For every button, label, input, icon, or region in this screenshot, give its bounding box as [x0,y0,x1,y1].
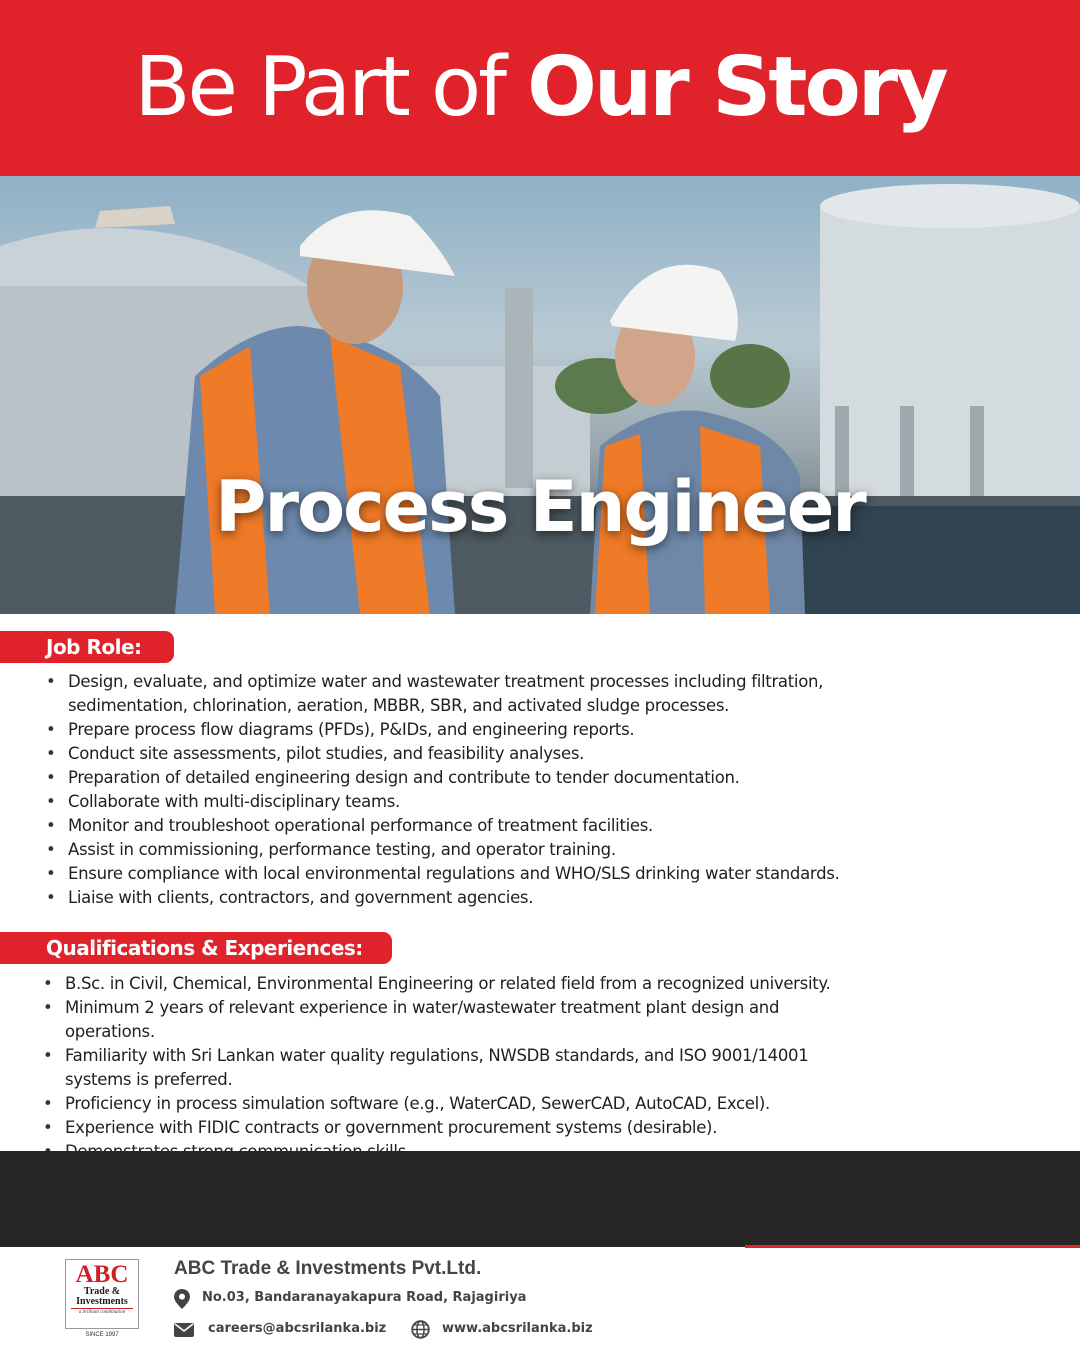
list-item: • Ensure compliance with local environmental regulations and WHO/SLS drinking water standards. [68,862,848,886]
qualifications-heading: Qualifications & Experiences: [0,932,392,964]
job-title: Process Engineer [215,466,865,548]
job-role-list [68,670,848,910]
list-item: • B.Sc. in Civil, Chemical, Environmental Engineering or related field from a recognized university. [65,972,865,996]
logo-since: SINCE 1997 [85,1332,119,1338]
footer [0,1248,1080,1352]
envelope-icon [174,1323,194,1342]
logo-line2: Investments [76,1296,128,1307]
title-bold: Our Story [527,40,946,135]
location-pin-icon [174,1289,190,1314]
footer-band [0,1151,1080,1247]
list-item: • Experience with FIDIC contracts or government procurement systems (desirable). [65,1116,865,1140]
list-item: • Familiarity with Sri Lankan water quality regulations, NWSDB standards, and ISO 9001/14001 systems is preferred. [65,1044,865,1092]
job-role-heading: Job Role: [0,631,174,663]
list-item: • Collaborate with multi-disciplinary teams. [68,790,848,814]
list-item: • Monitor and troubleshoot operational performance of treatment facilities. [68,814,848,838]
globe-icon [411,1320,430,1344]
email-link[interactable]: careers@abcsrilanka.biz [208,1321,387,1336]
hero-photo [0,176,1080,614]
title-regular: Be Part of [134,40,528,135]
logo-abc: ABC [75,1261,129,1288]
list-item: • Proficiency in process simulation software (e.g., WaterCAD, SewerCAD, AutoCAD, Excel). [65,1092,865,1116]
company-name: ABC Trade & Investments Pvt.Ltd. [174,1258,482,1279]
list-item: • Assist in commissioning, performance testing, and operator training. [68,838,848,862]
logo-tagline: a brilliant combination [71,1308,133,1317]
page-title [0,40,1080,136]
company-logo [65,1259,139,1329]
header-banner [0,0,1080,176]
list-item: • Minimum 2 years of relevant experience in water/wastewater treatment plant design and operations. [65,996,865,1044]
qualifications-list [65,972,865,1164]
list-item: • Prepare process flow diagrams (PFDs), P&IDs, and engineering reports. [68,718,848,742]
website-link[interactable]: www.abcsrilanka.biz [442,1321,593,1336]
hero-illustration [0,176,1080,614]
logo-line1: Trade & [83,1286,121,1297]
list-item: • Liaise with clients, contractors, and government agencies. [68,886,848,910]
list-item: • Conduct site assessments, pilot studies, and feasibility analyses. [68,742,848,766]
address-text: No.03, Bandaranayakapura Road, Rajagiriya [202,1290,527,1305]
list-item: • Design, evaluate, and optimize water and wastewater treatment processes including filtration, sedimentation, chlorination, aeration, MBBR, SBR, and activated sludge processes. [68,670,848,718]
list-item: • Preparation of detailed engineering design and contribute to tender documentation. [68,766,848,790]
